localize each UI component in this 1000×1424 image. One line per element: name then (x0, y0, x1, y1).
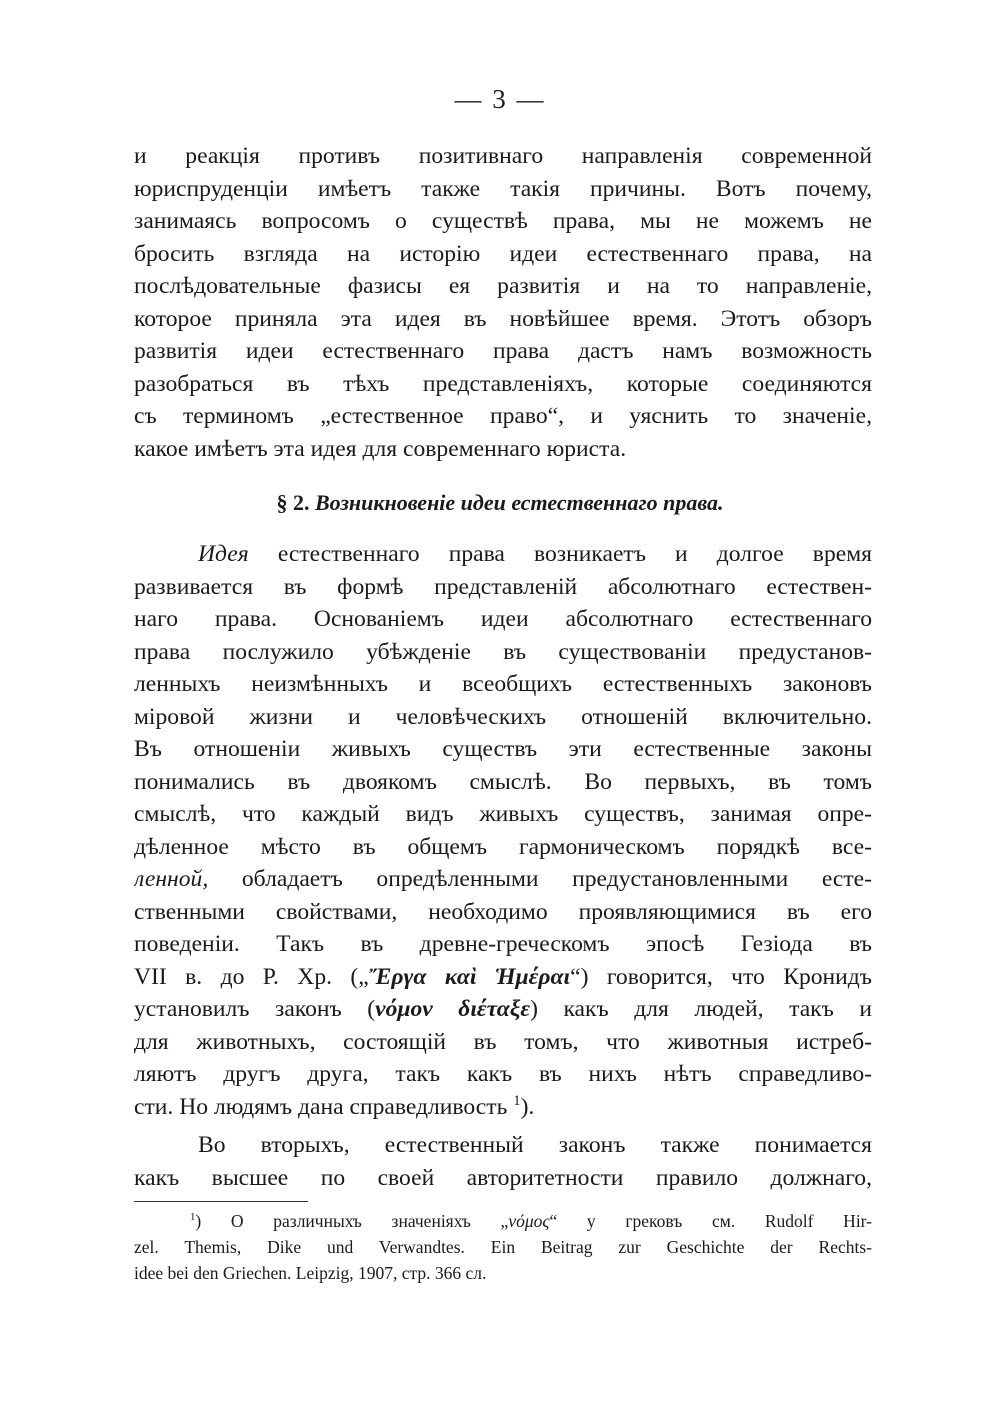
text-line: бросить взгляда на исторію идеи естественнаго права, на (134, 240, 872, 267)
text-line (134, 863, 872, 896)
italic-word: ленной, (134, 866, 209, 892)
text-line: какое имѣетъ эта идея для современнаго юриста. (134, 435, 627, 462)
greek-title: Ἔργα καὶ Ἡμέραι (368, 963, 571, 990)
text-line: ляютъ другъ друга, такъ какъ въ нихъ нѣтъ справедливо- (134, 1061, 872, 1087)
section-heading (0, 490, 1000, 516)
footnote-line (134, 1208, 872, 1234)
text-span: “ у грековъ см. Rudolf Hir- (549, 1211, 872, 1231)
text-span: установилъ законъ ( (134, 996, 376, 1022)
text-line: развивается въ формѣ представленій абсолютнаго естествен- (134, 573, 872, 600)
text-span: естественнаго права возникаетъ и долгое время (248, 541, 872, 567)
text-line: для животныхъ, состоящій въ томъ, что животныя истреб- (134, 1028, 872, 1055)
italic-word: Идея (198, 541, 249, 567)
text-line: ственными свойствами, необходимо проявляющимися въ его (134, 898, 872, 925)
text-line (134, 993, 872, 1026)
paragraph-origin (134, 538, 872, 1123)
text-line: дѣленное мѣсто въ общемъ гармоническомъ порядкѣ все- (134, 833, 872, 860)
text-line (134, 538, 872, 571)
text-line: Во вторыхъ, естественный законъ также понимается (198, 1132, 872, 1158)
footnote-line: idee bei den Griechen. Leipzig, 1907, стр. 366 сл. (134, 1263, 487, 1283)
text-line: разобраться въ тѣхъ представленіяхъ, которые соединяются (134, 370, 872, 397)
text-line: наго права. Основаніемъ идеи абсолютнаго естественнаго (134, 606, 872, 632)
text-line: поведеніи. Такъ въ древне-греческомъ эпосѣ Гезіода въ (134, 931, 872, 957)
text-line (134, 1091, 872, 1124)
text-line: ленныхъ неизмѣнныхъ и всеобщихъ естественныхъ законовъ (134, 671, 872, 697)
text-line: какъ высшее по своей авторитетности правило должнаго, (134, 1164, 872, 1191)
footnote-divider (134, 1201, 308, 1202)
greek-phrase: νόμον διέταξε (375, 996, 531, 1022)
text-line: смыслѣ, что каждый видъ живыхъ существъ, занимая опре- (134, 801, 872, 827)
text-line: развитія идеи естественнаго права дастъ намъ возможность (134, 338, 872, 364)
text-span: ). (520, 1093, 535, 1120)
text-line: права послужило убѣжденіе въ существованіи предустанов- (134, 638, 872, 665)
section-number: § 2. (276, 490, 310, 515)
footnote-reference: 1 (513, 1092, 521, 1109)
text-span: “) говорится, что Кронидъ (570, 963, 872, 990)
section-title: Возникновеніе идеи естественнаго права. (314, 490, 724, 515)
footnote-line: zel. Themis, Dike und Verwandtes. Ein Beitrag zur Geschichte der Rechts- (134, 1237, 872, 1257)
text-line: съ терминомъ „естественное право“, и уяснить то значеніе, (134, 403, 872, 429)
footnote-marker: 1 (190, 1211, 196, 1224)
text-line (134, 961, 872, 994)
text-span: ) какъ для людей, такъ и (530, 996, 872, 1022)
text-line: Въ отношеніи живыхъ существъ эти естественные законы (134, 736, 872, 762)
paragraph-second-meaning (134, 1129, 872, 1194)
footnote (134, 1208, 872, 1286)
text-span: ) О различныхъ значеніяхъ „ (195, 1211, 509, 1231)
paragraph-continuation (134, 140, 872, 465)
text-line: и реакція противъ позитивнаго направленія современной (134, 143, 872, 169)
text-span: обладаетъ опредѣленными предустановленными есте- (208, 866, 872, 892)
text-line: занимаясь вопросомъ о существѣ права, мы не можемъ не (134, 208, 872, 234)
text-line: міровой жизни и человѣческихъ отношеній включительно. (134, 703, 872, 730)
text-line: которое приняла эта идея въ новѣйшее время. Этотъ обзоръ (134, 305, 872, 332)
text-span: VII в. до Р. Хр. („ (134, 963, 369, 990)
page-number: — 3 — (454, 84, 546, 114)
greek-word: νόμος (508, 1211, 550, 1231)
text-span: сти. Но людямъ дана справедливость (134, 1093, 514, 1120)
text-line: понимались въ двоякомъ смыслѣ. Во первыхъ, въ томъ (134, 768, 872, 795)
text-line: юриспруденціи имѣетъ также такія причины. Вотъ почему, (134, 175, 872, 202)
text-line: послѣдовательные фазисы ея развитія и на то направленіе, (134, 273, 872, 299)
